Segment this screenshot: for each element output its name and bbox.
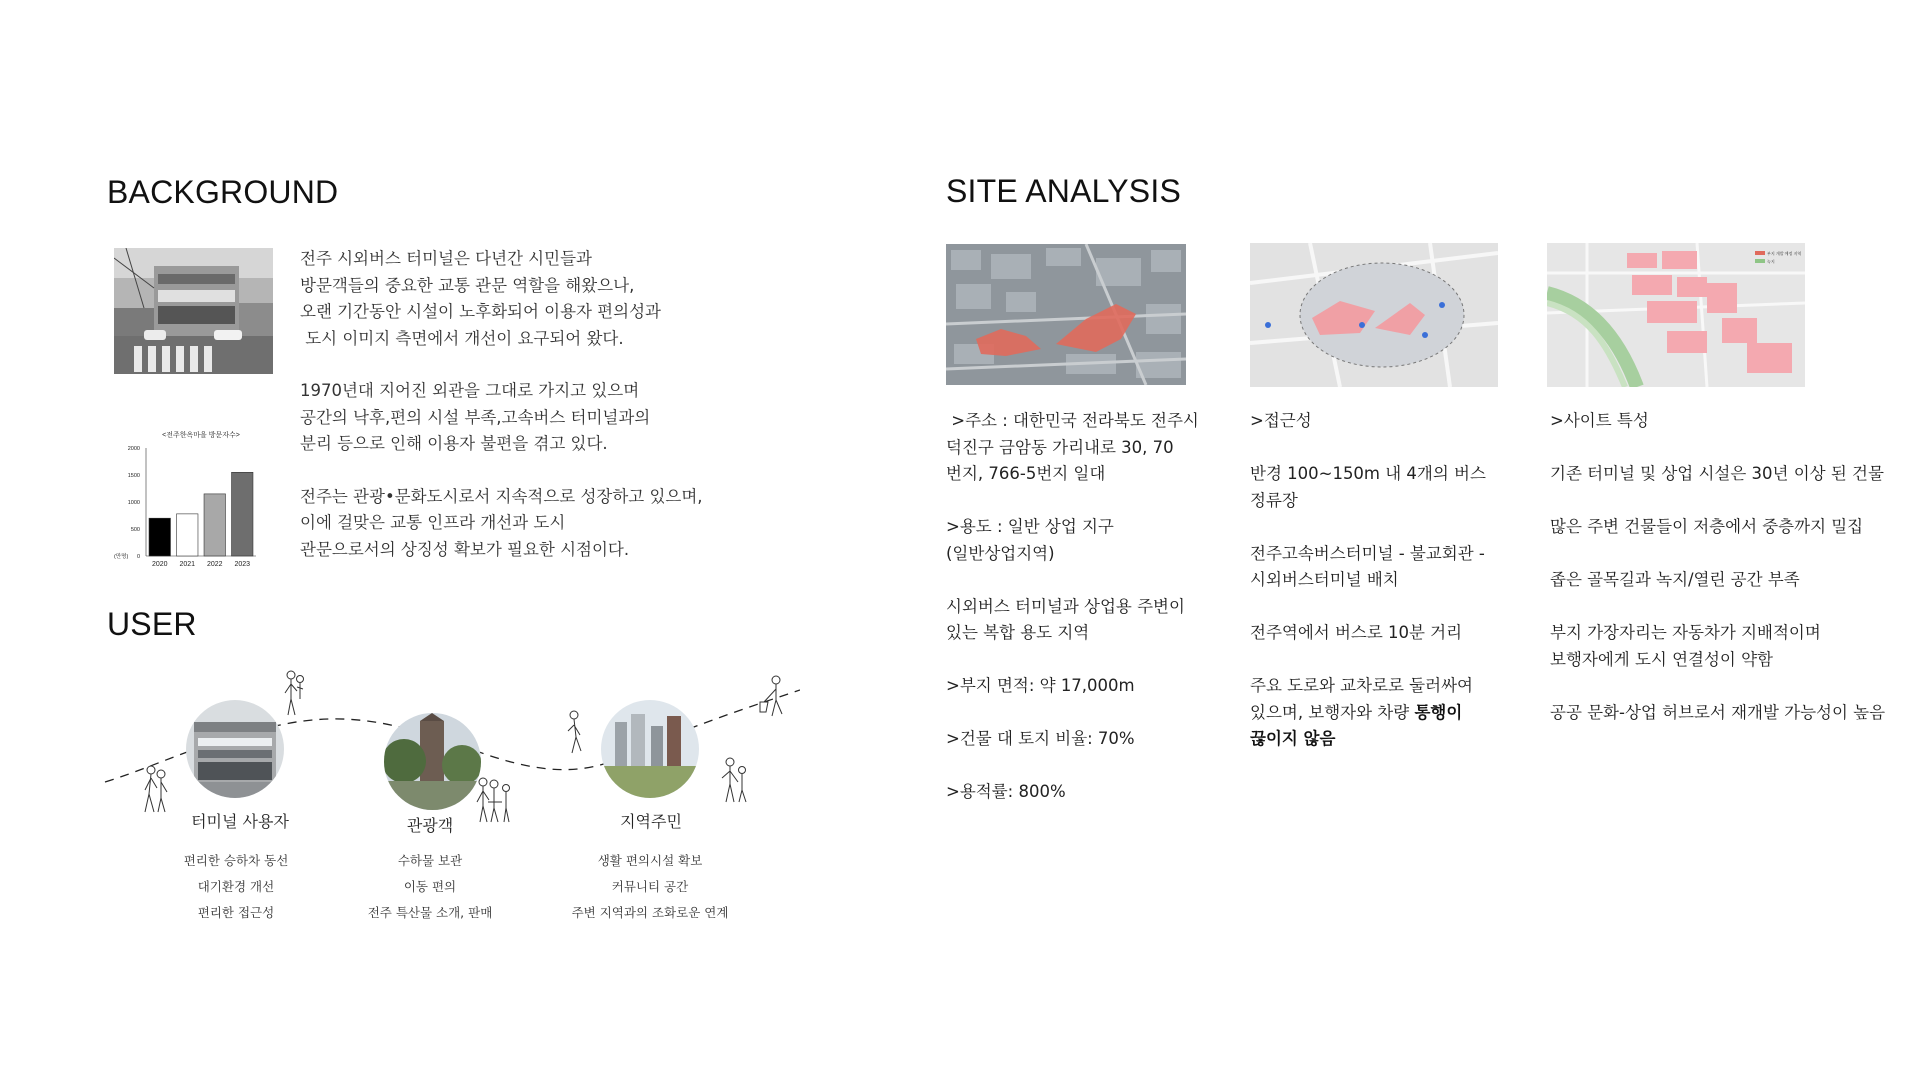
roads-line — [1250, 726, 1486, 753]
station-distance: 전주역에서 버스로 10분 거리 — [1250, 623, 1463, 642]
y-tick-label: 2000 — [127, 446, 140, 452]
x-tick-label: 2020 — [151, 561, 168, 568]
roads-emphasis: 끊이지 않음 — [1250, 729, 1336, 748]
y-tick-label: 0 — [136, 554, 140, 560]
user-needs-terminal — [126, 848, 346, 926]
site-analysis-heading: SITE ANALYSIS — [946, 173, 1181, 209]
bg-line: 전주 시외버스 터미널은 다년간 시민들과 — [300, 249, 592, 268]
chart-bar — [149, 518, 170, 556]
bus-stops-line: 정류장 — [1250, 490, 1298, 510]
person-sketch — [722, 758, 746, 802]
site-area: >부지 면적: 약 17,000m — [946, 676, 1135, 695]
chart-title: <전주한옥마을 방문자수> — [162, 432, 240, 439]
roads-emphasis: 통행이 — [1414, 702, 1463, 722]
site-accessibility-map — [1250, 243, 1498, 387]
mixed-use-line: 있는 복합 용도 지역 — [946, 623, 1090, 642]
need-item: 주변 지역과의 조화로운 연계 — [571, 905, 729, 920]
roads-line: 주요 도로와 교차로로 둘러싸여 — [1250, 676, 1473, 695]
person-sketch — [760, 676, 782, 716]
address-line: 덕진구 금암동 가리내로 30, 70 — [946, 437, 1174, 457]
site-characteristics-title: >사이트 특성 — [1550, 411, 1649, 430]
characteristic-item: 보행자에게 도시 연결성이 약함 — [1550, 649, 1773, 669]
map-legend-green: 녹지 — [1767, 259, 1775, 264]
layout-line: 시외버스터미널 배치 — [1250, 570, 1399, 589]
visitor-chart-svg — [110, 428, 260, 573]
characteristic-item: 기존 터미널 및 상업 시설은 30년 이상 된 건물 — [1550, 464, 1884, 483]
building-coverage-ratio: >건물 대 토지 비율: 70% — [946, 729, 1135, 748]
bg-line: 전주는 관광•문화도시로서 지속적으로 성장하고 있으며, — [300, 486, 703, 506]
characteristic-item: 많은 주변 건물들이 저층에서 중층까지 밀집 — [1550, 517, 1864, 536]
terminal-photo — [114, 248, 273, 374]
background-heading: BACKGROUND — [107, 174, 339, 210]
y-tick-label: 1500 — [127, 473, 140, 479]
bg-line: 관문으로서의 상징성 확보가 필요한 시점이다. — [300, 539, 630, 559]
need-item: 생활 편의시설 확보 — [597, 853, 703, 868]
site-col3-text — [1550, 408, 1885, 726]
bg-line: 도시 이미지 측면에서 개선이 요구되어 왔다. — [300, 328, 624, 348]
chart-bar — [177, 514, 198, 556]
person-sketch — [568, 711, 581, 753]
site-characteristics-map — [1547, 243, 1805, 387]
mixed-use-line: 시외버스 터미널과 상업용 주변이 — [946, 596, 1185, 616]
characteristic-item: 공공 문화-상업 허브로서 재개발 가능성이 높음 — [1550, 702, 1886, 722]
need-item: 대기환경 개선 — [197, 879, 275, 894]
bg-line: 방문객들의 중요한 교통 관문 역할을 해왔으나, — [300, 275, 635, 295]
address-line: >주소 : 대한민국 전라북도 전주시 — [946, 411, 1199, 430]
tourist-photo — [384, 713, 481, 810]
person-sketch — [145, 766, 167, 812]
user-name-tourist: 관광객 — [406, 816, 454, 835]
x-tick-label: 2021 — [179, 561, 196, 568]
y-axis-label: (만명) — [114, 554, 129, 560]
y-tick-label: 1000 — [127, 500, 140, 506]
user-needs-tourist — [320, 848, 540, 926]
need-item: 전주 특산물 소개, 판매 — [367, 905, 493, 920]
characteristic-item: 좁은 골목길과 녹지/열린 공간 부족 — [1550, 570, 1800, 589]
chart-bar — [204, 494, 225, 556]
terminal-user-photo — [186, 700, 284, 798]
need-item: 편리한 접근성 — [197, 905, 275, 920]
need-item: 편리한 승하차 동선 — [183, 853, 289, 868]
chart-bar — [232, 472, 253, 556]
user-heading: USER — [107, 606, 197, 642]
background-text — [300, 246, 703, 563]
floor-area-ratio: >용적률: 800% — [946, 782, 1066, 801]
user-needs-resident — [540, 848, 760, 926]
roads-text: 있으며, 보행자와 차량 — [1250, 702, 1415, 722]
characteristic-item: 부지 가장자리는 자동차가 지배적이며 — [1550, 623, 1821, 642]
bus-stops-line: 반경 100~150m 내 4개의 버스 — [1250, 464, 1486, 483]
accessibility-title: >접근성 — [1250, 411, 1312, 430]
need-item: 수하물 보관 — [397, 853, 463, 868]
map-legend-site: 부지 개발 예정 지역 — [1767, 251, 1802, 256]
need-item: 커뮤니티 공간 — [611, 879, 689, 894]
site-col2-text — [1250, 408, 1486, 753]
bg-line: 오랜 기간동안 시설이 노후화되어 이용자 편의성과 — [300, 302, 661, 321]
use-line: (일반상업지역) — [946, 543, 1055, 563]
bg-line: 1970년대 지어진 외관을 그대로 가지고 있으며 — [300, 381, 640, 400]
user-name-resident: 지역주민 — [620, 812, 682, 831]
y-tick-label: 500 — [130, 527, 140, 533]
resident-photo — [601, 700, 699, 798]
visitor-chart — [110, 428, 260, 573]
layout-line: 전주고속버스터미널 - 불교회관 - — [1250, 543, 1485, 563]
address-line: 번지, 766-5번지 일대 — [946, 464, 1106, 483]
roads-line — [1250, 700, 1486, 727]
bg-line: 이에 걸맞은 교통 인프라 개선과 도시 — [300, 513, 566, 532]
x-tick-label: 2022 — [206, 561, 223, 568]
use-line: >용도 : 일반 상업 지구 — [946, 517, 1114, 536]
person-sketch — [285, 671, 304, 715]
site-col1-text — [946, 408, 1199, 806]
bg-line: 공간의 낙후,편의 시설 부족,고속버스 터미널과의 — [300, 407, 651, 427]
need-item: 이동 편의 — [403, 879, 457, 894]
x-tick-label: 2023 — [234, 561, 251, 568]
bg-line: 분리 등으로 인해 이용자 불편을 겪고 있다. — [300, 434, 608, 453]
site-satellite-map — [946, 244, 1186, 385]
user-name-terminal: 터미널 사용자 — [191, 812, 289, 831]
